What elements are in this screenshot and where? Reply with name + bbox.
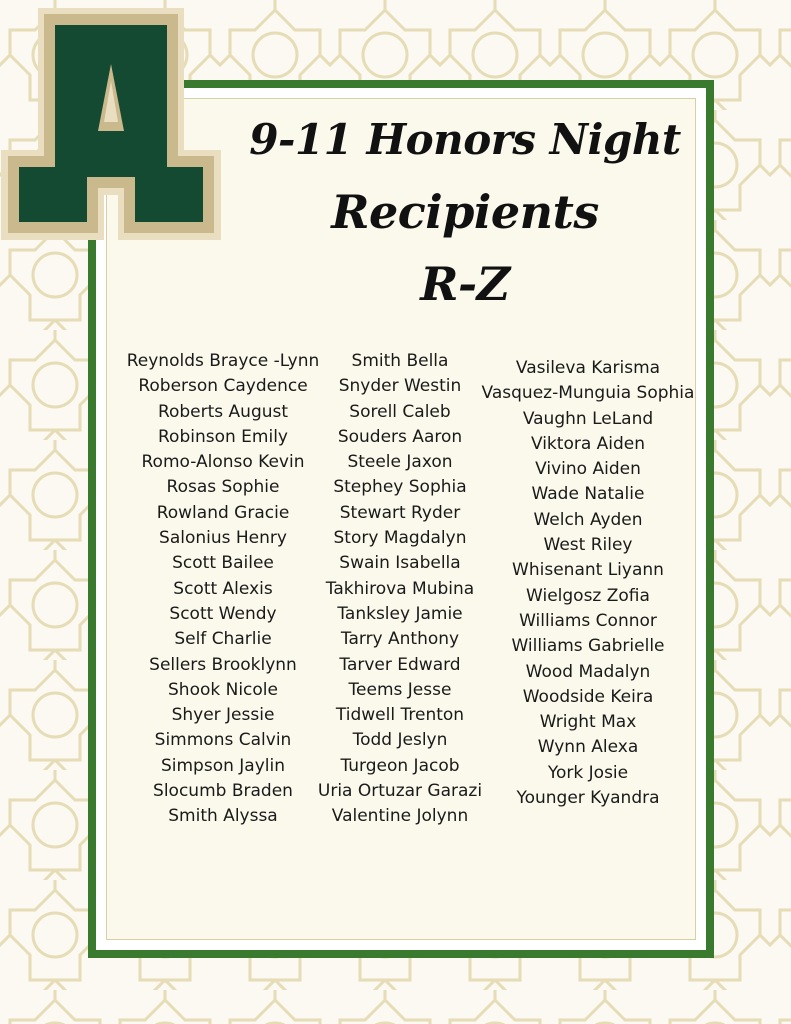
names-column-3 [478,356,698,811]
recipient-name: Robinson Emily [158,426,288,447]
recipient-name: Wood Madalyn [525,661,651,682]
names-column-2 [290,349,510,830]
recipient-name: Williams Connor [519,610,657,631]
recipient-name: Woodside Keira [522,686,654,707]
recipient-name: Valentine Jolynn [331,806,469,827]
recipient-name: Vaughn LeLand [522,408,654,429]
recipient-name: Shook Nicole [168,679,278,700]
recipient-name: Slocumb Braden [153,781,293,802]
recipient-name: Souders Aaron [337,426,463,447]
recipient-name: Wright Max [539,712,637,733]
recipient-name: Teems Jesse [348,679,452,700]
recipient-name: Welch Ayden [533,509,643,530]
recipient-name: Wielgosz Zofia [526,585,650,606]
title-line-2: Recipients [331,185,599,239]
recipient-name: Scott Alexis [173,578,273,599]
recipient-name: Tanksley Jamie [337,603,463,624]
recipient-name: Sorell Caleb [349,401,451,422]
recipient-name: Romo-Alonso Kevin [141,452,305,473]
recipient-name: Shyer Jessie [171,705,275,726]
recipient-name: Viktora Aiden [530,433,646,454]
recipient-name: Williams Gabrielle [511,636,665,657]
recipient-name: Tidwell Trenton [335,705,465,726]
recipient-name: Tarry Anthony [340,629,460,650]
recipient-name: Stephey Sophia [333,477,467,498]
recipient-name: Sellers Brooklynn [149,654,297,675]
recipient-name: Roberts August [157,401,289,422]
recipient-name: Scott Wendy [169,603,277,624]
recipient-name: West Riley [543,535,633,556]
page-title [230,104,700,320]
recipient-name: Snyder Westin [338,376,462,397]
recipient-name: Wynn Alexa [537,737,639,758]
recipient-name: Simmons Calvin [154,730,292,751]
recipient-name: Uria Ortuzar Garazi [317,781,483,802]
recipient-name: Swain Isabella [339,553,461,574]
recipient-name: Vivino Aiden [535,459,641,480]
recipient-name: Whisenant Liyann [512,560,664,581]
recipient-name: Turgeon Jacob [340,755,460,776]
recipient-name: Roberson Caydence [138,376,308,397]
recipient-name: Vasileva Karisma [515,358,661,378]
recipient-name: Steele Jaxon [347,452,453,473]
recipient-name: York Josie [547,762,629,783]
recipient-name: Rowland Gracie [156,502,290,523]
recipient-name: Self Charlie [174,629,272,650]
recipient-name: Scott Bailee [172,553,274,574]
recipient-name: Reynolds Brayce -Lynn [126,351,320,371]
recipient-name: Younger Kyandra [516,788,660,809]
recipient-name: Smith Alyssa [168,806,278,827]
recipient-name: Smith Bella [351,351,449,371]
recipient-name: Todd Jeslyn [352,730,448,751]
title-line-1: 9-11 Honors Night [249,115,681,164]
recipient-name: Stewart Ryder [339,502,461,523]
recipient-name: Vasquez-Munguia Sophia [481,383,695,404]
recipient-name: Wade Natalie [531,484,645,505]
recipient-name: Tarver Edward [339,654,461,675]
title-line-3: R-Z [420,257,510,311]
varsity-letter-a-logo [0,6,222,240]
recipient-name: Simpson Jaylin [160,755,285,776]
recipient-name: Takhirova Mubina [325,578,475,599]
recipient-name: Story Magdalyn [333,528,467,549]
recipient-name: Rosas Sophie [166,477,280,498]
recipient-name: Salonius Henry [159,528,287,549]
